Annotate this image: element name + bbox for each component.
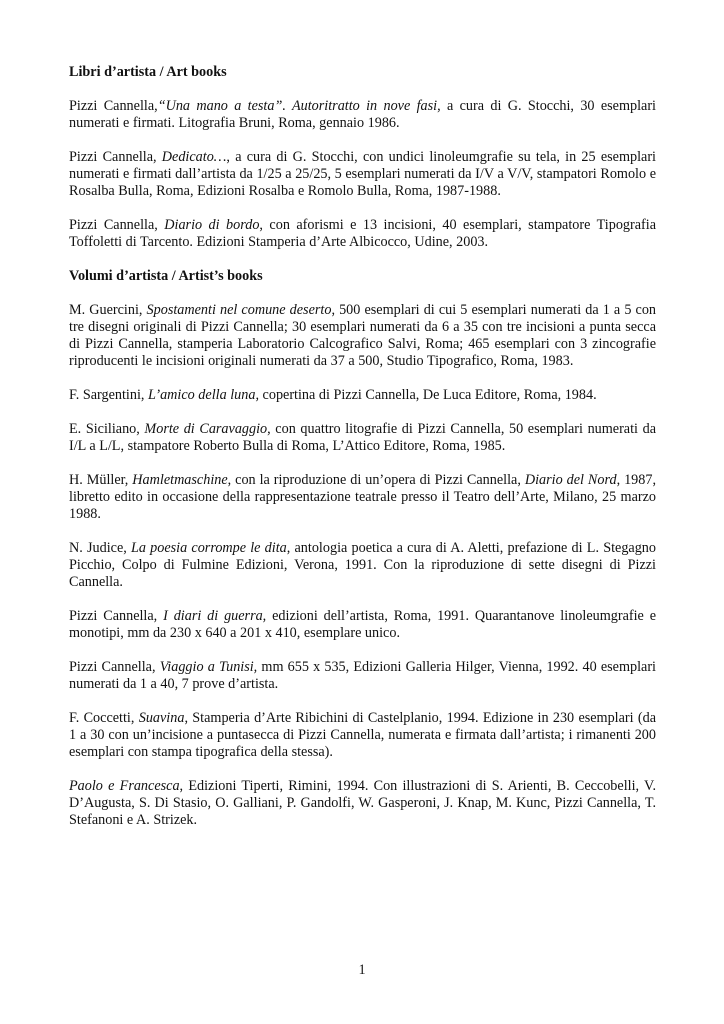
bibliography-entry: F. Sargentini, L’amico della luna, copertina di Pizzi Cannella, De Luca Editore, Roma, 1984.	[69, 387, 597, 403]
bibliography-entry: H. Müller, Hamletmaschine, con la riproduzione di un’opera di Pizzi Cannella, Diario del Nord, 1987, libretto edito in occasione della rappresentazione teatrale presso il Teatro dell’Arte, Milano, 25 marzo 1988.	[69, 472, 657, 522]
bibliography-entry: N. Judice, La poesia corrompe le dita, antologia poetica a cura di A. Aletti, prefazione di L. Stegagno Picchio, Colpo di Fulmine Edizioni, Verona, 1991. Con la riproduzione di sette disegni di Pizzi Cannella.	[69, 540, 656, 590]
bibliography-entry: F. Coccetti, Suavina, Stamperia d’Arte Ribichini di Castelplanio, 1994. Edizione in 230 esemplari (da 1 a 30 con un’incisione a puntasecca di Pizzi Cannella, numerata e firmata dall’artista; i rimanenti 200 esemplari con stampa tipografica della stessa).	[69, 710, 656, 760]
bibliography-entry: Pizzi Cannella, Dedicato…, a cura di G. Stocchi, con undici linoleumgrafie su tela, in 25 esemplari numerati e firmati dall’artista da 1/25 a 25/25, 5 esemplari numerati da I/V a V/V, stampatori Romolo e Rosalba Bulla, Roma, Edizioni Rosalba e Romolo Bulla, Roma, 1987-1988.	[69, 149, 656, 199]
bibliography-entry: Paolo e Francesca, Edizioni Tiperti, Rimini, 1994. Con illustrazioni di S. Arienti, B. Ceccobelli, V. D’Augusta, S. Di Stasio, O. Galliani, P. Gandolfi, W. Gasperoni, J. Knap, M. Kunc, Pizzi Cannella, T. Stefanoni e A. Strizek.	[69, 778, 657, 828]
bibliography-entry: Pizzi Cannella,“Una mano a testa”. Autoritratto in nove fasi, a cura di G. Stocchi, 30 esemplari numerati e firmati. Litografia Bruni, Roma, gennaio 1986.	[69, 98, 656, 131]
section-heading-art-books: Libri d’artista / Art books	[69, 64, 227, 80]
bibliography-entry: Pizzi Cannella, Diario di bordo, con aforismi e 13 incisioni, 40 esemplari, stampatore Tipografia Toffoletti di Tarcento. Edizioni Stamperia d’Arte Albicocco, Udine, 2003.	[69, 217, 656, 250]
section-heading-artists-books: Volumi d’artista / Artist’s books	[69, 268, 263, 284]
page-number: 1	[358, 962, 366, 978]
bibliography-entry: E. Siciliano, Morte di Caravaggio, con quattro litografie di Pizzi Cannella, 50 esemplari numerati da I/L a L/L, stampatore Roberto Bulla di Roma, L’Attico Editore, Roma, 1985.	[69, 421, 656, 454]
bibliography-entry: M. Guercini, Spostamenti nel comune deserto, 500 esemplari di cui 5 esemplari numerati da 1 a 5 con tre disegni originali di Pizzi Cannella; 30 esemplari numerati da 6 a 35 con tre incisioni a punta secca di Pizzi Cannella, stamperia Laboratorio Calcografico Salvi, Roma; 465 esemplari con 3 zincografie riproducenti le incisioni originali numerati da 37 a 500, Studio Tipografico, Roma, 1983.	[69, 302, 657, 369]
bibliography-entry: Pizzi Cannella, Viaggio a Tunisi, mm 655 x 535, Edizioni Galleria Hilger, Vienna, 1992. 40 esemplari numerati da 1 a 40, 7 prove d’artista.	[69, 659, 656, 692]
document-page	[69, 64, 656, 846]
bibliography-entry: Pizzi Cannella, I diari di guerra, edizioni dell’artista, Roma, 1991. Quarantanove linoleumgrafie e monotipi, mm da 230 x 640 a 201 x 410, esemplare unico.	[69, 608, 656, 641]
